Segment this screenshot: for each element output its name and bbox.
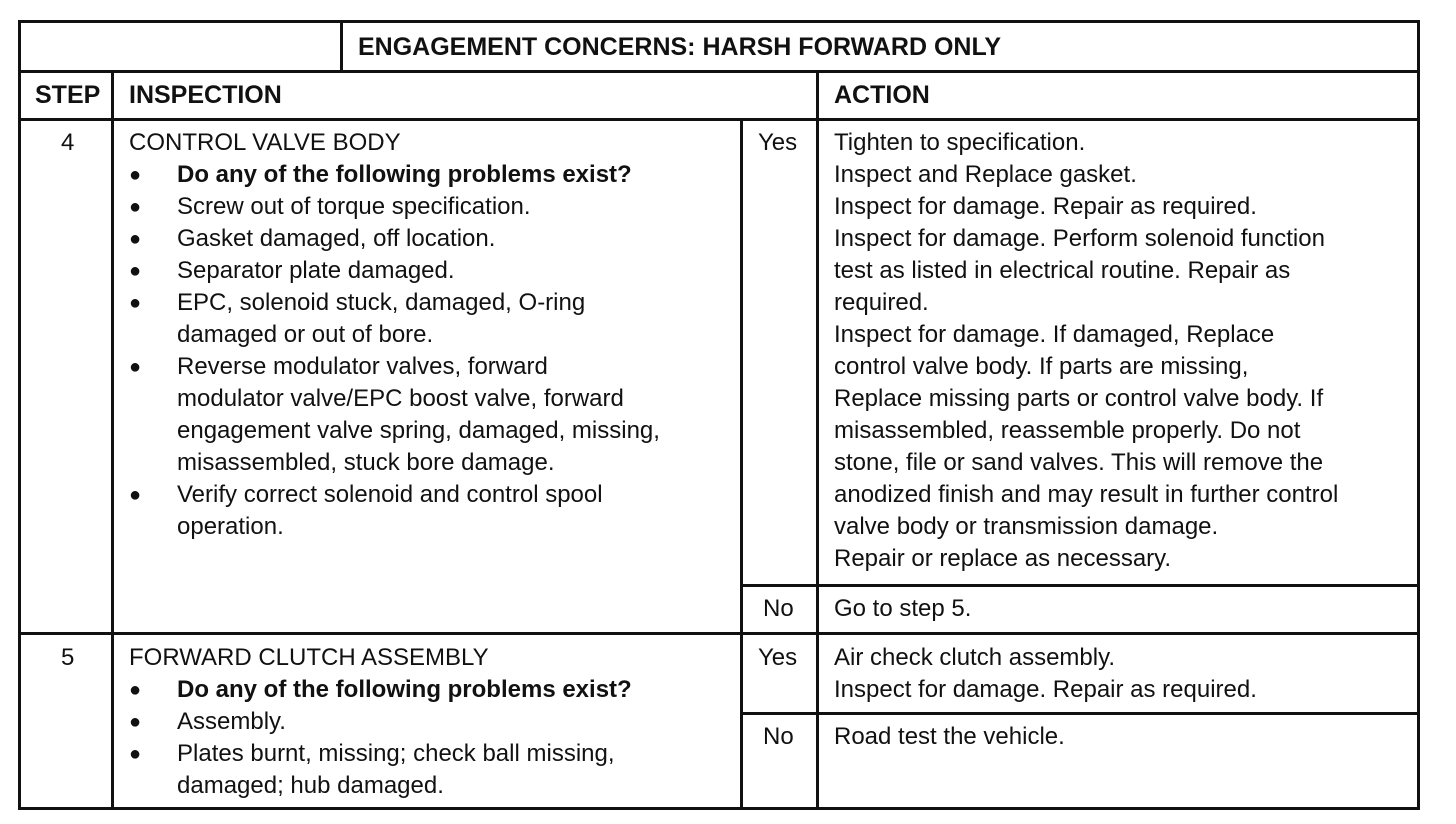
rule-row4-yes-no — [740, 584, 1417, 587]
bullet-icon: ● — [129, 711, 142, 733]
inspection-item: Plates burnt, missing; check ball missing, — [177, 740, 615, 767]
inspection-item: Gasket damaged, off location. — [177, 225, 496, 252]
action-line: Replace missing parts or control valve body. If — [834, 385, 1324, 412]
inspection-question: Do any of the following problems exist? — [177, 676, 632, 703]
bullet-icon: ● — [129, 743, 142, 765]
bullet-icon: ● — [129, 679, 142, 701]
header-action: ACTION — [834, 81, 930, 109]
inspection-item: damaged; hub damaged. — [177, 772, 444, 799]
bullet-icon: ● — [129, 196, 142, 218]
rule-under-headers — [21, 118, 1417, 121]
inspection-item: Separator plate damaged. — [177, 257, 455, 284]
action-line: Inspect for damage. If damaged, Replace — [834, 321, 1275, 348]
bullet-icon: ● — [129, 260, 142, 282]
inspection-title: CONTROL VALVE BODY — [129, 129, 401, 156]
step-number: 5 — [61, 644, 75, 671]
rule-under-title — [21, 70, 1417, 73]
inspection-title: FORWARD CLUTCH ASSEMBLY — [129, 644, 489, 671]
action-line: misassembled, reassemble properly. Do not — [834, 417, 1301, 444]
rule-yesno-col — [740, 118, 743, 810]
yes-action — [834, 642, 1257, 706]
step-number: 4 — [61, 129, 75, 156]
inspection-item: Reverse modulator valves, forward — [177, 353, 548, 380]
inspection-item: misassembled, stuck bore damage. — [177, 449, 555, 476]
inspection-item: engagement valve spring, damaged, missing, — [177, 417, 660, 444]
inspection-question: Do any of the following problems exist? — [177, 161, 632, 188]
inspection-item: operation. — [177, 513, 284, 540]
action-line: valve body or transmission damage. — [834, 513, 1219, 540]
rule-step-col — [111, 70, 114, 810]
action-line: Tighten to specification. — [834, 129, 1086, 156]
action-line: test as listed in electrical routine. Repair as — [834, 257, 1291, 284]
inspection-item: Verify correct solenoid and control spool — [177, 481, 603, 508]
rule-row5-yes-no — [740, 712, 1417, 715]
action-line: Inspect for damage. Repair as required. — [834, 193, 1257, 220]
bullet-icon: ● — [129, 164, 142, 186]
table-title: ENGAGEMENT CONCERNS: HARSH FORWARD ONLY — [358, 33, 1002, 61]
rule-between-rows — [21, 632, 1417, 635]
bullet-icon: ● — [129, 356, 142, 378]
no-label: No — [763, 595, 794, 622]
rule-title-cell — [340, 23, 343, 70]
action-line: Inspect and Replace gasket. — [834, 161, 1137, 188]
action-line: Inspect for damage. Perform solenoid function — [834, 225, 1325, 252]
inspection-item: damaged or out of bore. — [177, 321, 434, 348]
action-line: Repair or replace as necessary. — [834, 545, 1172, 572]
action-line: Inspect for damage. Repair as required. — [834, 676, 1257, 703]
header-inspection: INSPECTION — [129, 81, 282, 109]
yes-label: Yes — [758, 129, 798, 156]
bullet-icon: ● — [129, 228, 142, 250]
no-action: Road test the vehicle. — [834, 723, 1065, 750]
yes-label: Yes — [758, 644, 798, 671]
action-line: required. — [834, 289, 929, 316]
header-step: STEP — [35, 81, 101, 109]
inspection-item: EPC, solenoid stuck, damaged, O-ring — [177, 289, 586, 316]
action-line: stone, file or sand valves. This will remove the — [834, 449, 1324, 476]
rule-action-col — [816, 70, 819, 810]
action-line: Air check clutch assembly. — [834, 644, 1115, 671]
yes-action — [834, 127, 1338, 575]
bullet-icon: ● — [129, 292, 142, 314]
bullet-icon: ● — [129, 484, 142, 506]
inspection-item: modulator valve/EPC boost valve, forward — [177, 385, 624, 412]
action-line: control valve body. If parts are missing, — [834, 353, 1249, 380]
no-action: Go to step 5. — [834, 595, 972, 622]
action-line: anodized finish and may result in further control — [834, 481, 1339, 508]
inspection-item: Screw out of torque specification. — [177, 193, 531, 220]
inspection-item: Assembly. — [177, 708, 286, 735]
no-label: No — [763, 723, 794, 750]
diagnostic-table — [18, 20, 1420, 810]
